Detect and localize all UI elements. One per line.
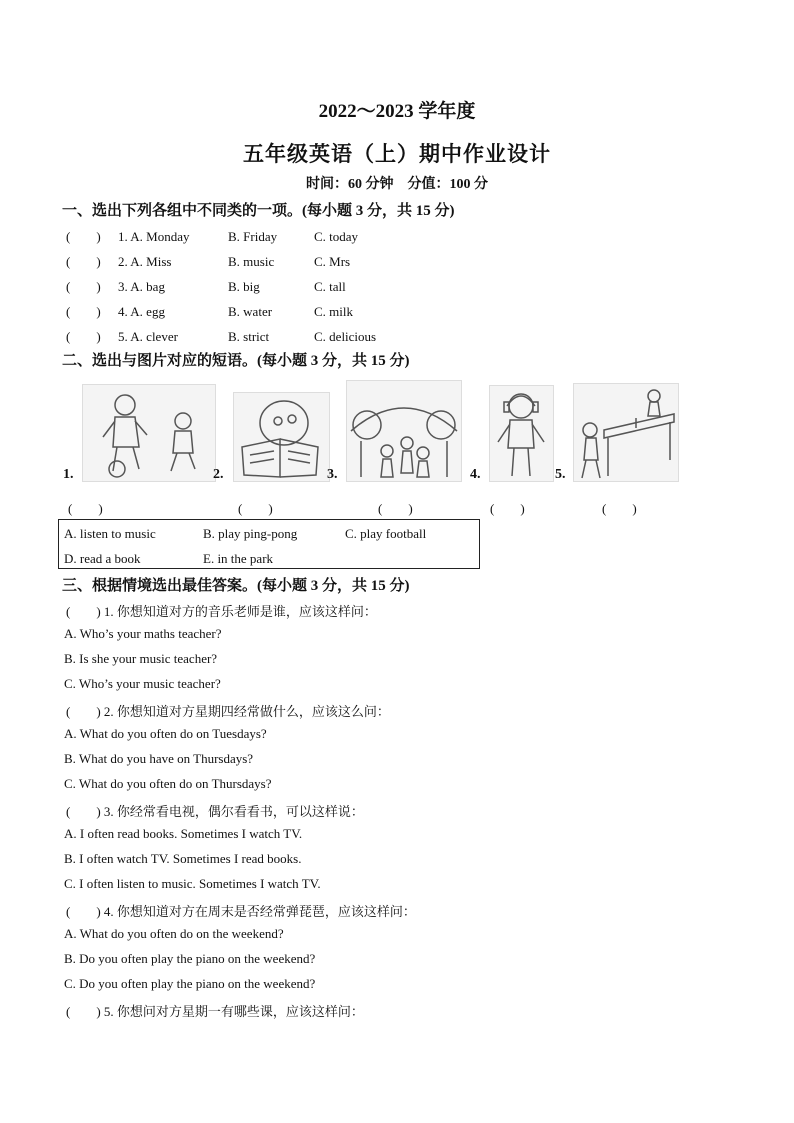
phrase-option-d: D. read a book	[64, 551, 141, 566]
picture-number-4: 4.	[470, 467, 481, 482]
question-1-option-c: C. Who’s your music teacher?	[64, 676, 221, 691]
question-4-option-c: C. Do you often play the piano on the weekend?	[64, 976, 316, 991]
section1-item	[66, 326, 376, 345]
ping-pong-picture	[573, 383, 679, 482]
document-meta: 时间：60 分钟 分值：100 分	[306, 177, 488, 192]
picture-answer-blank-5[interactable]: ( )	[602, 501, 637, 516]
picture-answer-blank-4[interactable]: ( )	[490, 501, 525, 516]
question-2-option-c: C. What do you often do on Thursdays?	[64, 776, 272, 791]
question-4-option-b: B. Do you often play the piano on the weekend?	[64, 951, 316, 966]
picture-number-2: 2.	[213, 467, 224, 482]
question-4-option-a: A. What do you often do on the weekend?	[64, 926, 284, 941]
option-c: C. tall	[314, 279, 346, 294]
answer-blank[interactable]: ( )	[66, 329, 101, 344]
picture-answer-blank-1[interactable]: ( )	[68, 501, 103, 516]
section1-heading: 一、选出下列各组中不同类的一项。(每小题 3 分，共 15 分)	[62, 203, 455, 219]
picture-number-3: 3.	[327, 467, 338, 482]
section2-heading: 二、选出与图片对应的短语。(每小题 3 分，共 15 分)	[62, 353, 410, 369]
document-year: 2022～2023 学年度	[318, 101, 476, 122]
option-b: B. water	[228, 304, 273, 319]
question-3-option-b: B. I often watch TV. Sometimes I read books.	[64, 851, 302, 866]
answer-blank[interactable]: ( )	[66, 229, 101, 244]
section1-item	[66, 276, 346, 295]
answer-blank[interactable]: ( )	[66, 254, 101, 269]
picture-number-5: 5.	[555, 467, 566, 482]
park-picture	[346, 380, 462, 482]
option-a: 2. A. Miss	[118, 254, 172, 269]
option-a: 3. A. bag	[118, 279, 165, 294]
option-b: B. music	[228, 254, 275, 269]
option-a: 5. A. clever	[118, 329, 178, 344]
option-c: C. today	[314, 229, 359, 244]
option-a: 1. A. Monday	[118, 229, 190, 244]
question-3-option-c: C. I often listen to music. Sometimes I watch TV.	[64, 876, 321, 891]
option-c: C. Mrs	[314, 254, 351, 269]
option-a: 4. A. egg	[118, 304, 165, 319]
picture-answer-blank-3[interactable]: ( )	[378, 501, 413, 516]
question-2-option-a: A. What do you often do on Tuesdays?	[64, 726, 267, 741]
document-title: 五年级英语（上）期中作业设计	[243, 142, 551, 166]
reading-picture	[233, 392, 330, 482]
question-4: ( ) 4. 你想知道对方在周末是否经常弹琵琶，应该这样问：	[66, 904, 416, 919]
music-picture	[489, 385, 554, 482]
phrase-option-a: A. listen to music	[64, 526, 156, 541]
question-3-option-a: A. I often read books. Sometimes I watch TV.	[64, 826, 303, 841]
phrase-option-b: B. play ping-pong	[203, 526, 298, 541]
section1-item	[66, 251, 350, 270]
section1-item	[66, 301, 353, 320]
football-picture	[82, 384, 216, 482]
section3-heading: 三、根据情境选出最佳答案。(每小题 3 分，共 15 分)	[62, 578, 410, 594]
question-2: ( ) 2. 你想知道对方星期四经常做什么，应该这么问：	[66, 704, 390, 719]
question-1: ( ) 1. 你想知道对方的音乐老师是谁，应该这样问：	[66, 604, 377, 619]
question-2-option-b: B. What do you have on Thursdays?	[64, 751, 254, 766]
answer-blank[interactable]: ( )	[66, 279, 101, 294]
picture-number-1: 1.	[63, 467, 74, 482]
phrase-option-c: C. play football	[345, 526, 427, 541]
option-c: C. delicious	[314, 329, 377, 344]
answer-blank[interactable]: ( )	[66, 304, 101, 319]
question-3: ( ) 3. 你经常看电视，偶尔看看书，可以这样说：	[66, 804, 364, 819]
option-b: B. big	[228, 279, 260, 294]
question-5: ( ) 5. 你想问对方星期一有哪些课，应该这样问：	[66, 1004, 364, 1019]
option-b: B. strict	[228, 329, 270, 344]
question-1-option-b: B. Is she your music teacher?	[64, 651, 218, 666]
picture-answer-blank-2[interactable]: ( )	[238, 501, 273, 516]
phrase-options-box	[58, 519, 480, 569]
option-b: B. Friday	[228, 229, 278, 244]
phrase-option-e: E. in the park	[203, 551, 274, 566]
question-1-option-a: A. Who’s your maths teacher?	[64, 626, 222, 641]
option-c: C. milk	[314, 304, 354, 319]
section1-item	[66, 226, 358, 245]
